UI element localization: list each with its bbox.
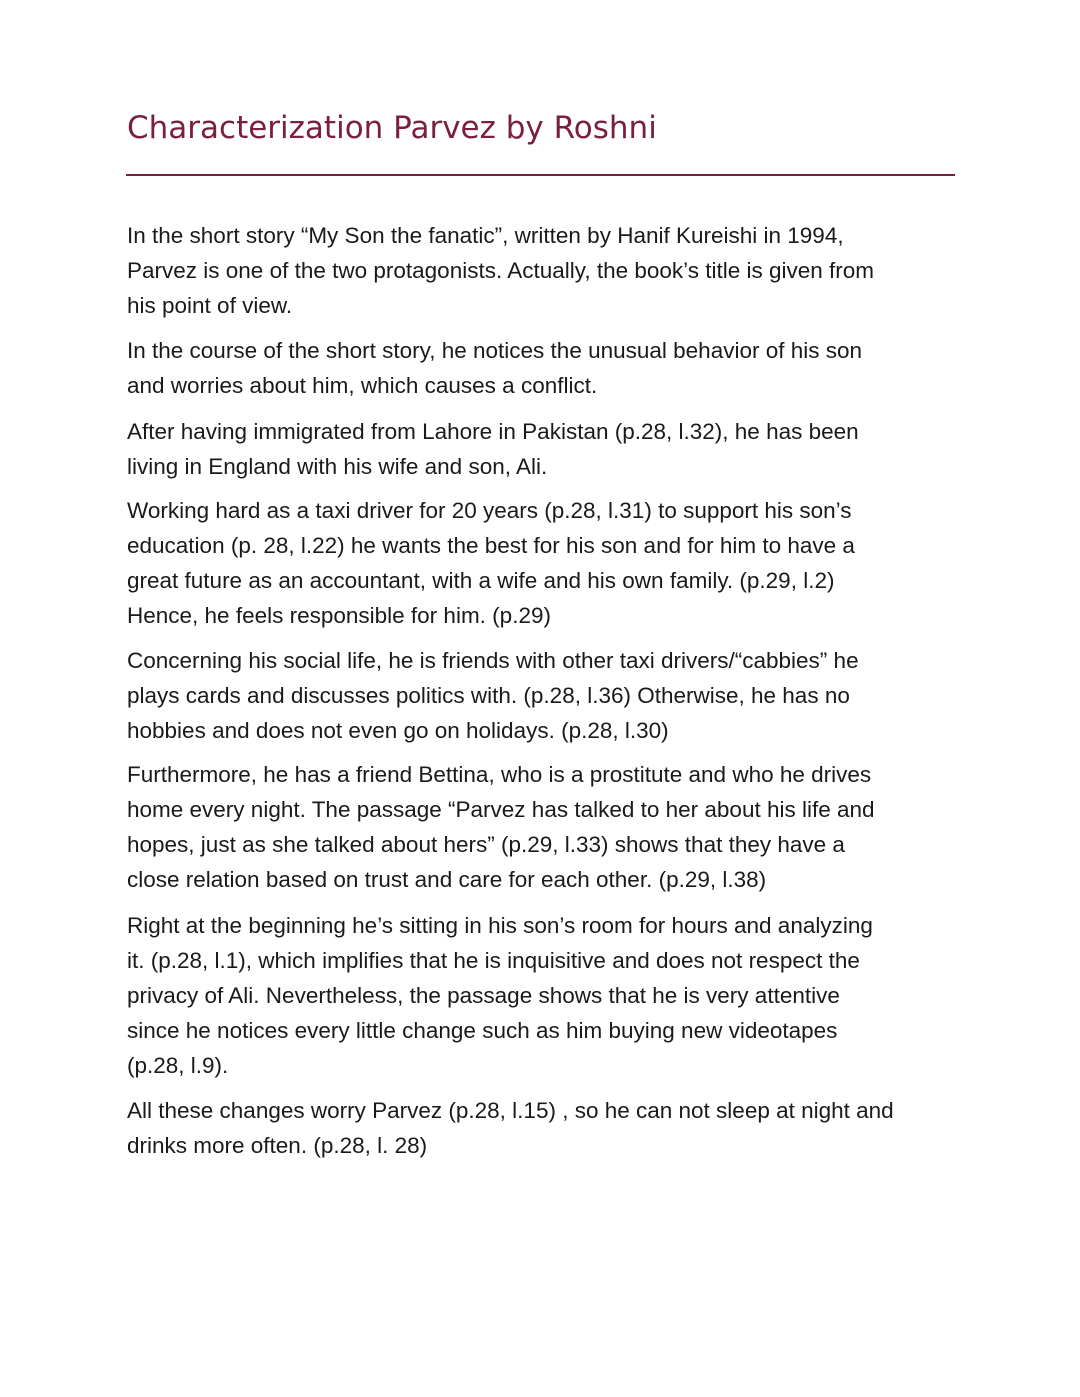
paragraph-social-life [127, 643, 859, 748]
paragraph-character-traits [127, 908, 873, 1083]
text-line: After having immigrated from Lahore in Pakistan (p.28, l.32), he has been [127, 419, 859, 444]
text-line: home every night. The passage “Parvez has talked to her about his life and [127, 797, 875, 822]
text-line: and worries about him, which causes a conflict. [127, 373, 598, 398]
text-line: since he notices every little change such as him buying new videotapes [127, 1018, 838, 1043]
paragraph-bettina [127, 757, 875, 897]
paragraph-introduction [127, 218, 874, 323]
text-line: All these changes worry Parvez (p.28, l.15) , so he can not sleep at night and [127, 1098, 894, 1123]
text-line: In the course of the short story, he notices the unusual behavior of his son [127, 338, 863, 363]
paragraph-worries [127, 1093, 894, 1163]
text-line: plays cards and discusses politics with. (p.28, l.36) Otherwise, he has no [127, 683, 850, 708]
text-line: Working hard as a taxi driver for 20 years (p.28, l.31) to support his son’s [127, 498, 852, 523]
text-line: Parvez is one of the two protagonists. Actually, the book’s title is given from [127, 258, 875, 283]
paragraph-conflict [127, 333, 862, 403]
paragraph-work [127, 493, 855, 633]
text-line: hopes, just as she talked about hers” (p.29, l.33) shows that they have a [127, 832, 845, 857]
text-line: close relation based on trust and care for each other. (p.29, l.38) [127, 867, 767, 892]
text-line: it. (p.28, l.1), which implifies that he is inquisitive and does not respect the [127, 948, 860, 973]
text-line: Furthermore, he has a friend Bettina, who is a prostitute and who he drives [127, 762, 872, 787]
paragraph-background [127, 414, 859, 484]
text-line: drinks more often. (p.28, l. 28) [127, 1133, 428, 1158]
text-line: his point of view. [127, 293, 293, 318]
text-line: living in England with his wife and son, Ali. [127, 454, 548, 479]
text-line: Hence, he feels responsible for him. (p.29) [127, 603, 551, 628]
text-line: hobbies and does not even go on holidays. (p.28, l.30) [127, 718, 669, 743]
text-line: (p.28, l.9). [127, 1053, 229, 1078]
text-line: education (p. 28, l.22) he wants the best for his son and for him to have a [127, 533, 855, 558]
text-line: privacy of Ali. Nevertheless, the passage shows that he is very attentive [127, 983, 840, 1008]
text-line: Concerning his social life, he is friends with other taxi drivers/“cabbies” he [127, 648, 859, 673]
text-line: great future as an accountant, with a wife and his own family. (p.29, l.2) [127, 568, 835, 593]
text-line: In the short story “My Son the fanatic”, written by Hanif Kureishi in 1994, [127, 223, 844, 248]
title-divider [126, 174, 955, 176]
text-line: Right at the beginning he’s sitting in his son’s room for hours and analyzing [127, 913, 873, 938]
document-title: Characterization Parvez by Roshni [127, 110, 657, 146]
